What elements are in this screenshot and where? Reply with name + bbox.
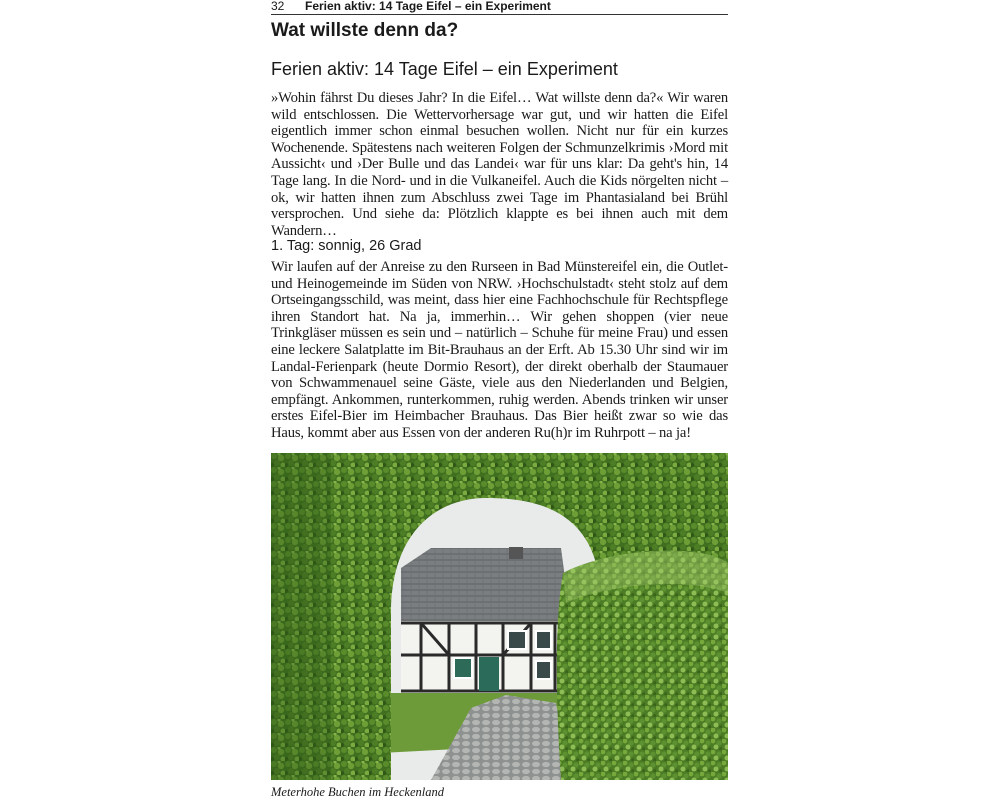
page-number: 32: [271, 0, 285, 13]
book-page: [271, 0, 728, 800]
chapter-title: Wat willste denn da?: [271, 20, 459, 41]
hedge-arch-photo: [271, 453, 728, 780]
running-header: [271, 0, 728, 15]
day1-paragraph: Wir laufen auf der Anreise zu den Rurseen in Bad Münstereifel ein, die Outlet- und Heinogemeinde im Süden von NRW. ›Hochschulstadt‹ steht stolz auf dem Ortseingangsschild, was meint, dass hier eine Fachhochschule für Rechtspflege ihren Standort hat. Na ja, immerhin… Wir gehen shoppen (vier neue Trinkgläser müssen es sein und – natürlich – Schuhe für meine Frau) und essen eine leckere Salatplatte im Bit-Brauhaus an der Erft. Ab 15.30 Uhr sind wir im Landal-Ferienpark (heute Dormio Resort), der direkt oberhalb der Staumauer von Schwammenauel seine Gäste, viele aus den Niederlanden und Belgien, empfängt. Ankommen, runterkommen, ruhig werden. Abends trinken wir unser erstes Eifel-Bier im Heimbacher Brauhaus. Das Bier heißt zwar so wie das Haus, kommt aber aus Essen von der anderen Ru(h)r im Ruhrpott – na ja!: [271, 259, 728, 441]
intro-paragraph: »Wohin fährst Du dieses Jahr? In die Eifel… Wat willste denn da?« Wir waren wild entschlossen. Die Wettervorhersage war gut, und wir hatten die Eifel eigentlich immer schon einmal besuchen wollen. Nicht nur für ein kurzes Wochenende. Spätestens nach weiteren Folgen der Schmunzelkrimis ›Mord mit Aussicht‹ und ›Der Bulle und das Landei‹ war für uns klar: Da geht's hin, 14 Tage lang. In die Nord- und in die Vulkaneifel. Auch die Kids nörgelten nicht – ok, wir hatten ihnen zum Abschluss zwei Tage im Phantasialand bei Brühl versprochen. Und siehe da: Plötzlich klappte es bei ihnen auch mit dem Wandern…: [271, 90, 728, 239]
photo-caption: Meterhohe Buchen im Heckenland: [271, 785, 444, 799]
running-title: Ferien aktiv: 14 Tage Eifel – ein Experiment: [305, 0, 551, 13]
day1-heading: 1. Tag: sonnig, 26 Grad: [271, 238, 422, 254]
section-title: Ferien aktiv: 14 Tage Eifel – ein Experiment: [271, 59, 618, 79]
